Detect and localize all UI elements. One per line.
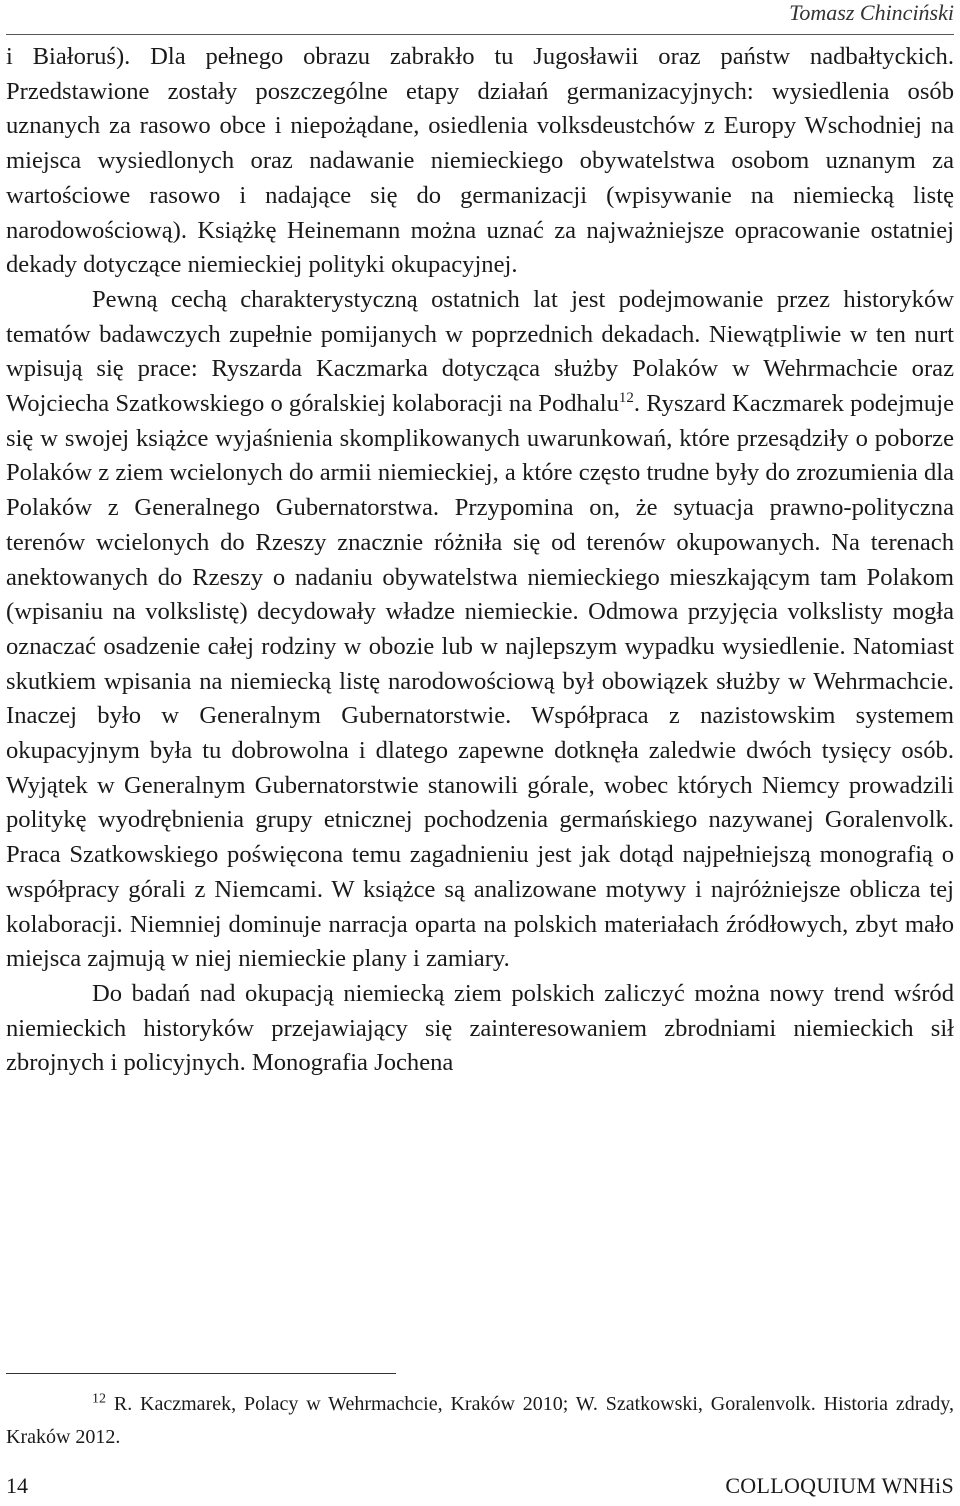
body-text xyxy=(6,40,954,1081)
footnote-12 xyxy=(6,1388,954,1454)
paragraph-2-text-b: . Ryszard Kaczmarek podejmuje się w swojej książce wyjaśnienia skomplikowanych uwarunkowań, które przesądziły o poborze Polaków z ziem wcielonych do armii niemieckiej, a które często trudne były do zrozumienia dla Polaków z Generalnego Gubernatorstwa. Przypomina on, że sytuacja prawno-polityczna terenów wcielonych do Rzeszy znacznie różniła się od terenów okupowanych. Na terenach anektowanych do Rzeszy o nadaniu obywatelstwa niemieckiego mieszkającym tam Polakom (wpisaniu na volkslistę) decydowały władze niemieckie. Odmowa przyjęcia volkslisty mogła oznaczać osadzenie całej rodziny w obozie lub w najlepszym wypadku wysiedlenie. Natomiast skutkiem wpisania na niemiecką listę narodowościową był obowiązek służby w Wehrmachcie. Inaczej było w Generalnym Gubernatorstwie. Współpraca z nazistowskim systemem okupacyjnym była tu dobrowolna i dlatego zapewne dotknęła zaledwie dwóch tysięcy osób. Wyjątek w Generalnym Gubernatorstwie stanowili górale, wobec których Niemcy prowadzili politykę wyodrębnienia grupy etnicznej pochodzenia germańskiego nazywanej Goralenvolk. Praca Szatkowskiego poświęcona temu zagadnieniu jest jak dotąd najpełniejszą monografią o współpracy górali z Niemcami. W książce są analizowane motywy i najróżniejsze oblicza tej kolaboracji. Niemniej dominuje narracja oparta na polskich materiałach źródłowych, zbyt mało miejsca zajmują w niej niemieckie plany i zamiary. xyxy=(6,390,954,973)
header-rule xyxy=(6,34,954,35)
page-number: 14 xyxy=(6,1473,28,1498)
paragraph-1: i Białoruś). Dla pełnego obrazu zabrakło tu Jugosławii oraz państw nadbałtyckich. Przedstawione zostały poszczególne etapy działań germanizacyjnych: wysiedlenia osób uznanych za rasowo obce i niepożądane, osiedlenia volksdeustchów z Europy Wschodniej na miejsca wysiedlonych oraz nadawanie niemieckiego obywatelstwa osobom uznanym za wartościowe rasowo i nadające się do germanizacji (wpisywanie na niemiecką listę narodowościową). Książkę Heinemann można uznać za najważniejsze opracowanie ostatniej dekady dotyczące niemieckiej polityki okupacyjnej. xyxy=(6,43,954,279)
footnote-text: R. Kaczmarek, Polacy w Wehrmachcie, Kraków 2010; W. Szatkowski, Goralenvolk. Historia zdrady, Kraków 2012. xyxy=(6,1393,954,1448)
footnote-rule xyxy=(6,1373,396,1374)
footnote-number: 12 xyxy=(92,1391,106,1407)
running-head-author: Tomasz Chinciński xyxy=(789,0,954,25)
footnote-ref-12[interactable]: 12 xyxy=(618,389,634,406)
paragraph-3: Do badań nad okupacją niemiecką ziem polskich zaliczyć można nowy trend wśród niemieckich historyków przejawiający się zainteresowaniem zbrodniami niemieckich sił zbrojnych i policyjnych. Monografia Jochena xyxy=(6,979,954,1077)
paragraph-2 xyxy=(6,283,954,977)
paragraph-2-text-a: Pewną cechą charakterystyczną ostatnich lat jest podejmowanie przez historyków tematów badawczych zupełnie pomijanych w poprzednich dekadach. Niewątpliwie w ten nurt wpisują się prace: Ryszarda Kaczmarka dotycząca służby Polaków w Wehrmachcie oraz Wojciecha Szatkowskiego o góralskiej kolaboracji na Podhalu xyxy=(6,285,954,418)
publication-name: COLLOQUIUM WNHiS xyxy=(725,1473,954,1498)
